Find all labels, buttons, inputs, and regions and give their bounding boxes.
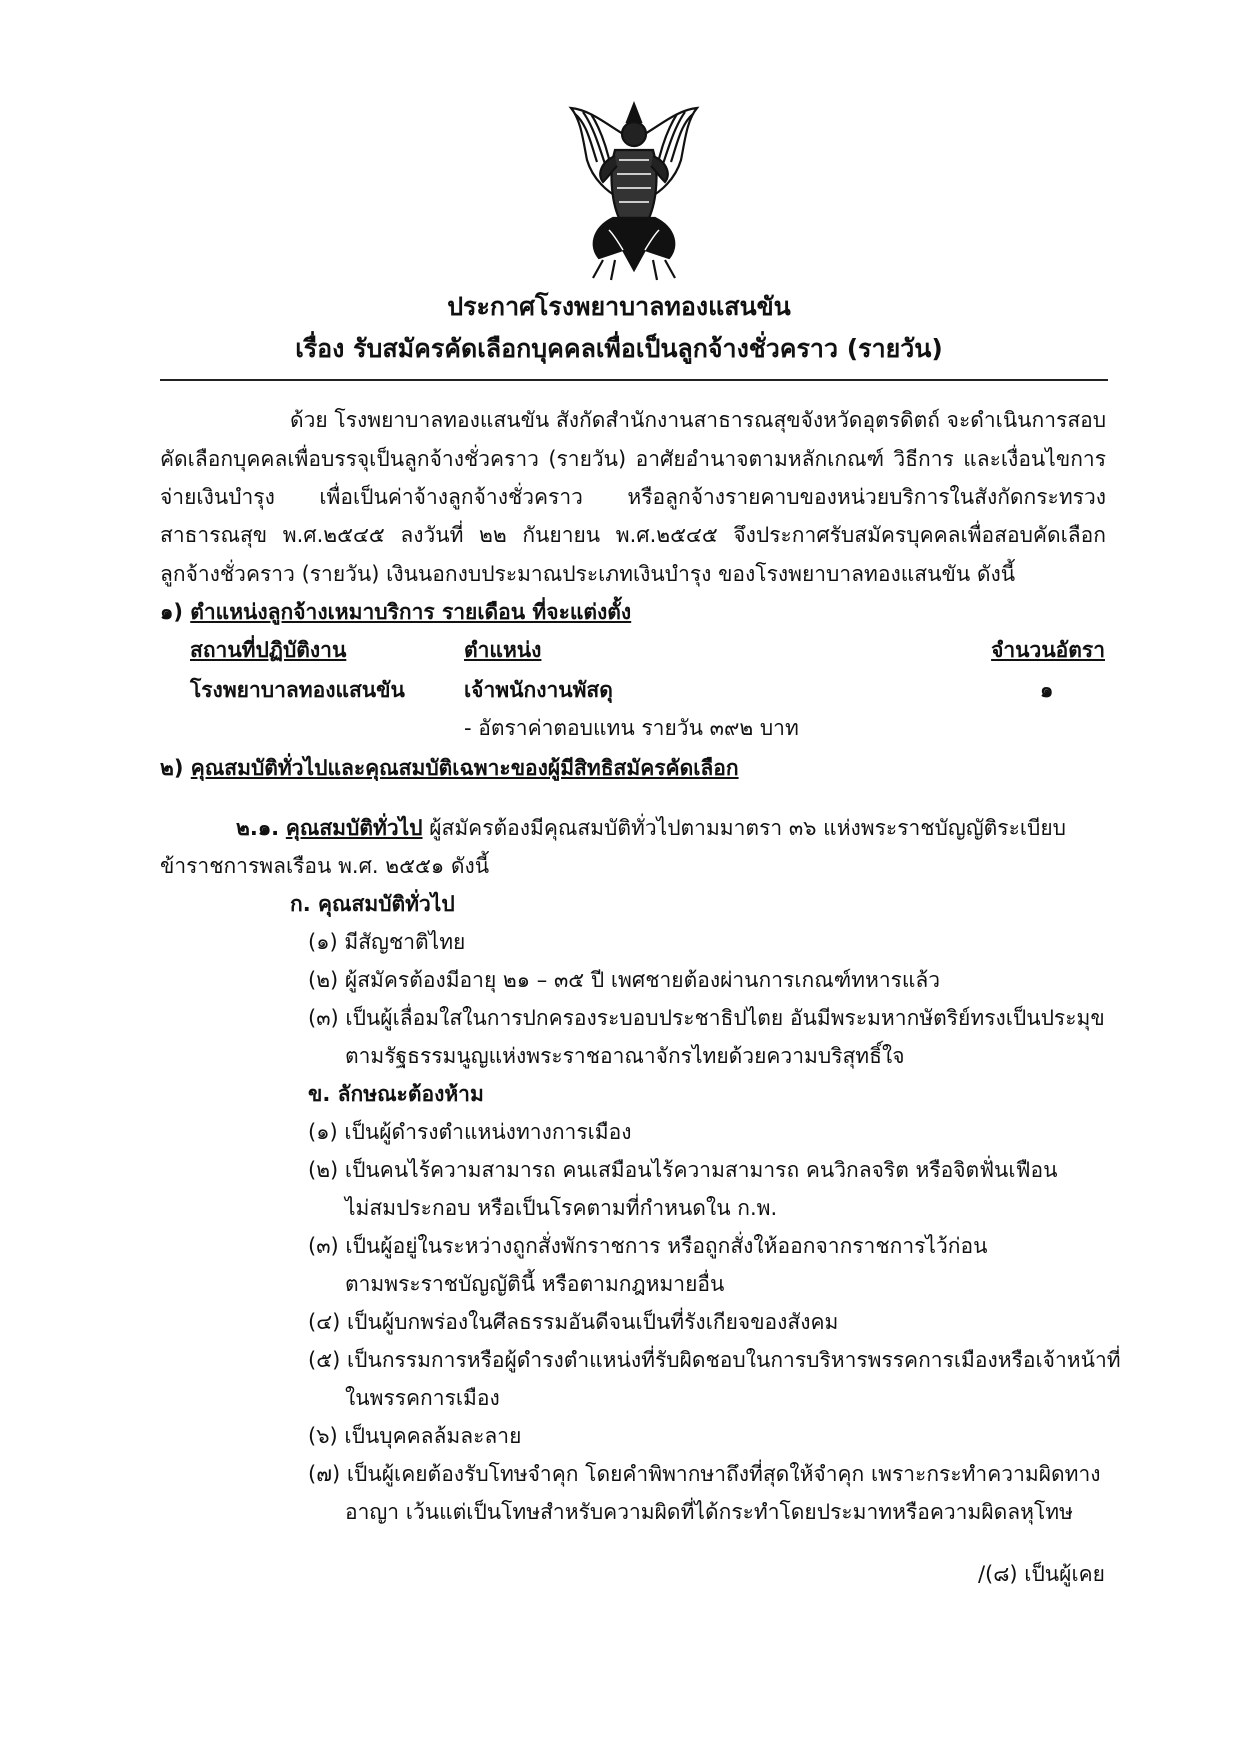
col-header-place: สถานที่ปฏิบัติงาน <box>190 638 347 662</box>
subsection-text: ผู้สมัครต้องมีคุณสมบัติทั่วไปตามมาตรา ๓๖ แห่งพระราชบัญญัติระเบียบ <box>429 816 1066 840</box>
group-b-item-3-cont: ตามพระราชบัญญัตินี้ หรือตามกฎหมายอื่น <box>345 1272 725 1296</box>
subsection-2-1-line2: ข้าราชการพลเรือน พ.ศ. ๒๕๕๑ ดังนี้ <box>160 854 490 878</box>
section2-title: คุณสมบัติทั่วไปและคุณสมบัติเฉพาะของผู้มีสิทธิสมัครคัดเลือก <box>190 756 739 780</box>
group-b-item-1: (๑) เป็นผู้ดำรงตำแหน่งทางการเมือง <box>308 1120 632 1144</box>
group-b-item-5: (๕) เป็นกรรมการหรือผู้ดำรงตำแหน่งที่รับผิดชอบในการบริหารพรรคการเมืองหรือเจ้าหน้าที่ <box>308 1348 1121 1372</box>
section1-title: ตำแหน่งลูกจ้างเหมาบริการ รายเดือน ที่จะแต่งตั้ง <box>190 600 632 624</box>
row-place: โรงพยาบาลทองแสนขัน <box>190 678 405 702</box>
garuda-emblem-icon <box>553 100 715 285</box>
group-b-item-3: (๓) เป็นผู้อยู่ในระหว่างถูกสั่งพักราชการ หรือถูกสั่งให้ออกจากราชการไว้ก่อน <box>308 1234 988 1258</box>
col-header-count: จำนวนอัตรา <box>991 638 1105 662</box>
intro-line-5: ลูกจ้างชั่วคราว (รายวัน) เงินนอกงบประมาณประเภทเงินบำรุง ของโรงพยาบาลทองแสนขัน ดังนี้ <box>160 562 1016 586</box>
subsection-2-1-line1 <box>236 812 1066 845</box>
announcement-title: ประกาศโรงพยาบาลทองแสนขัน <box>447 292 791 321</box>
header-divider <box>160 379 1108 381</box>
subsection-number: ๒.๑. <box>236 816 280 840</box>
group-a-title: ก. คุณสมบัติทั่วไป <box>290 892 455 916</box>
group-b-title: ข. ลักษณะต้องห้าม <box>308 1082 484 1106</box>
group-b-item-7: (๗) เป็นผู้เคยต้องรับโทษจำคุก โดยคำพิพากษาถึงที่สุดให้จำคุก เพราะกระทำความผิดทาง <box>308 1462 1101 1486</box>
group-b-item-2-cont: ไม่สมประกอบ หรือเป็นโรคตามที่กำหนดใน ก.พ. <box>345 1196 778 1220</box>
row-position: เจ้าพนักงานพัสดุ <box>464 678 613 702</box>
row-count: ๑ <box>1040 678 1054 702</box>
group-a-item-2: (๒) ผู้สมัครต้องมีอายุ ๒๑ – ๓๕ ปี เพศชายต้องผ่านการเกณฑ์ทหารแล้ว <box>308 968 941 992</box>
col-header-position: ตำแหน่ง <box>464 638 542 662</box>
intro-line-1: ด้วย โรงพยาบาลทองแสนขัน สังกัดสำนักงานสาธารณสุขจังหวัดอุตรดิตถ์ จะดำเนินการสอบ <box>290 408 1107 432</box>
rate-note: - อัตราค่าตอบแทน รายวัน ๓๙๒ บาท <box>464 716 799 740</box>
group-b-item-4: (๔) เป็นผู้บกพร่องในศีลธรรมอันดีจนเป็นที่รังเกียจของสังคม <box>308 1310 839 1334</box>
announcement-subject: เรื่อง รับสมัครคัดเลือกบุคคลเพื่อเป็นลูกจ้างชั่วคราว (รายวัน) <box>295 334 943 363</box>
section1-heading <box>160 596 631 629</box>
section1-number: ๑) <box>160 600 183 624</box>
subsection-title: คุณสมบัติทั่วไป <box>285 816 423 840</box>
intro-line-3: จ่ายเงินบำรุง เพื่อเป็นค่าจ้างลูกจ้างชั่วคราว หรือลูกจ้างรายคาบของหน่วยบริการในสังกัดกระทรวง <box>160 485 1106 509</box>
group-b-item-2: (๒) เป็นคนไร้ความสามารถ คนเสมือนไร้ความสามารถ คนวิกลจริต หรือจิตฟั่นเฟือน <box>308 1158 1058 1182</box>
page-continuation: /(๘) เป็นผู้เคย <box>977 1562 1105 1586</box>
section2-number: ๒) <box>160 756 184 780</box>
group-a-item-1: (๑) มีสัญชาติไทย <box>308 930 466 954</box>
section2-heading <box>160 752 739 785</box>
intro-line-4: สาธารณสุข พ.ศ.๒๕๔๕ ลงวันที่ ๒๒ กันยายน พ.ศ.๒๕๔๕ จึงประกาศรับสมัครบุคคลเพื่อสอบคัดเลือก <box>160 523 1106 547</box>
group-a-item-3: (๓) เป็นผู้เลื่อมใสในการปกครองระบอบประชาธิปไตย อันมีพระมหากษัตริย์ทรงเป็นประมุข <box>308 1006 1105 1030</box>
intro-line-2: คัดเลือกบุคคลเพื่อบรรจุเป็นลูกจ้างชั่วคราว (รายวัน) อาศัยอำนาจตามหลักเกณฑ์ วิธีการ และเงื่อนไขการ <box>160 447 1106 471</box>
group-b-item-6: (๖) เป็นบุคคลล้มละลาย <box>308 1424 522 1448</box>
group-b-item-5-cont: ในพรรคการเมือง <box>345 1386 500 1410</box>
group-b-item-7-cont: อาญา เว้นแต่เป็นโทษสำหรับความผิดที่ได้กระทำโดยประมาทหรือความผิดลหุโทษ <box>345 1500 1073 1524</box>
group-a-item-3-cont: ตามรัฐธรรมนูญแห่งพระราชอาณาจักรไทยด้วยความบริสุทธิ์ใจ <box>345 1044 905 1068</box>
